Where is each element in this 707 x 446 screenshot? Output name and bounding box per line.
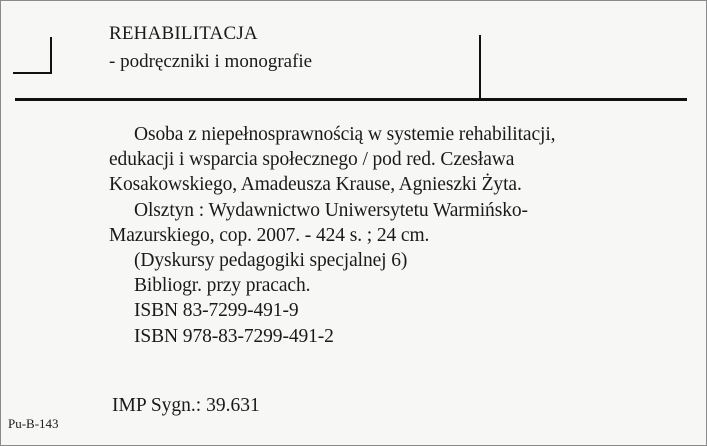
record-line-series: (Dyskursy pedagogiki specjalnej 6) <box>134 250 408 272</box>
corner-bracket-vertical <box>50 37 52 73</box>
corner-bracket-horizontal <box>13 72 52 74</box>
record-line-publication: Mazurskiego, cop. 2007. - 424 s. ; 24 cm. <box>109 224 430 246</box>
record-line-editors: Kosakowskiego, Amadeusza Krause, Agnieszki Żyta. <box>109 174 522 196</box>
record-line-isbn-13: ISBN 978-83-7299-491-2 <box>134 325 334 347</box>
series-subtitle: - podręczniki i monografie <box>109 51 313 72</box>
record-line-isbn-10: ISBN 83-7299-491-9 <box>134 300 299 322</box>
bibliographic-record <box>109 122 674 349</box>
header-rule <box>15 98 687 101</box>
series-title: REHABILITACJA <box>109 23 258 44</box>
record-line-publisher: Olsztyn : Wydawnictwo Uniwersytetu Warmińsko- <box>134 199 528 221</box>
record-line-bibliography: Bibliogr. przy pracach. <box>134 275 311 297</box>
call-number: IMP Sygn.: 39.631 <box>112 395 260 416</box>
header-separator <box>479 35 481 99</box>
record-line-title-cont: edukacji i wsparcia społecznego / pod red. Czesława <box>109 149 515 171</box>
card-code: Pu-B-143 <box>8 416 59 431</box>
record-line-title: Osoba z niepełnosprawnością w systemie rehabilitacji, <box>134 124 556 145</box>
